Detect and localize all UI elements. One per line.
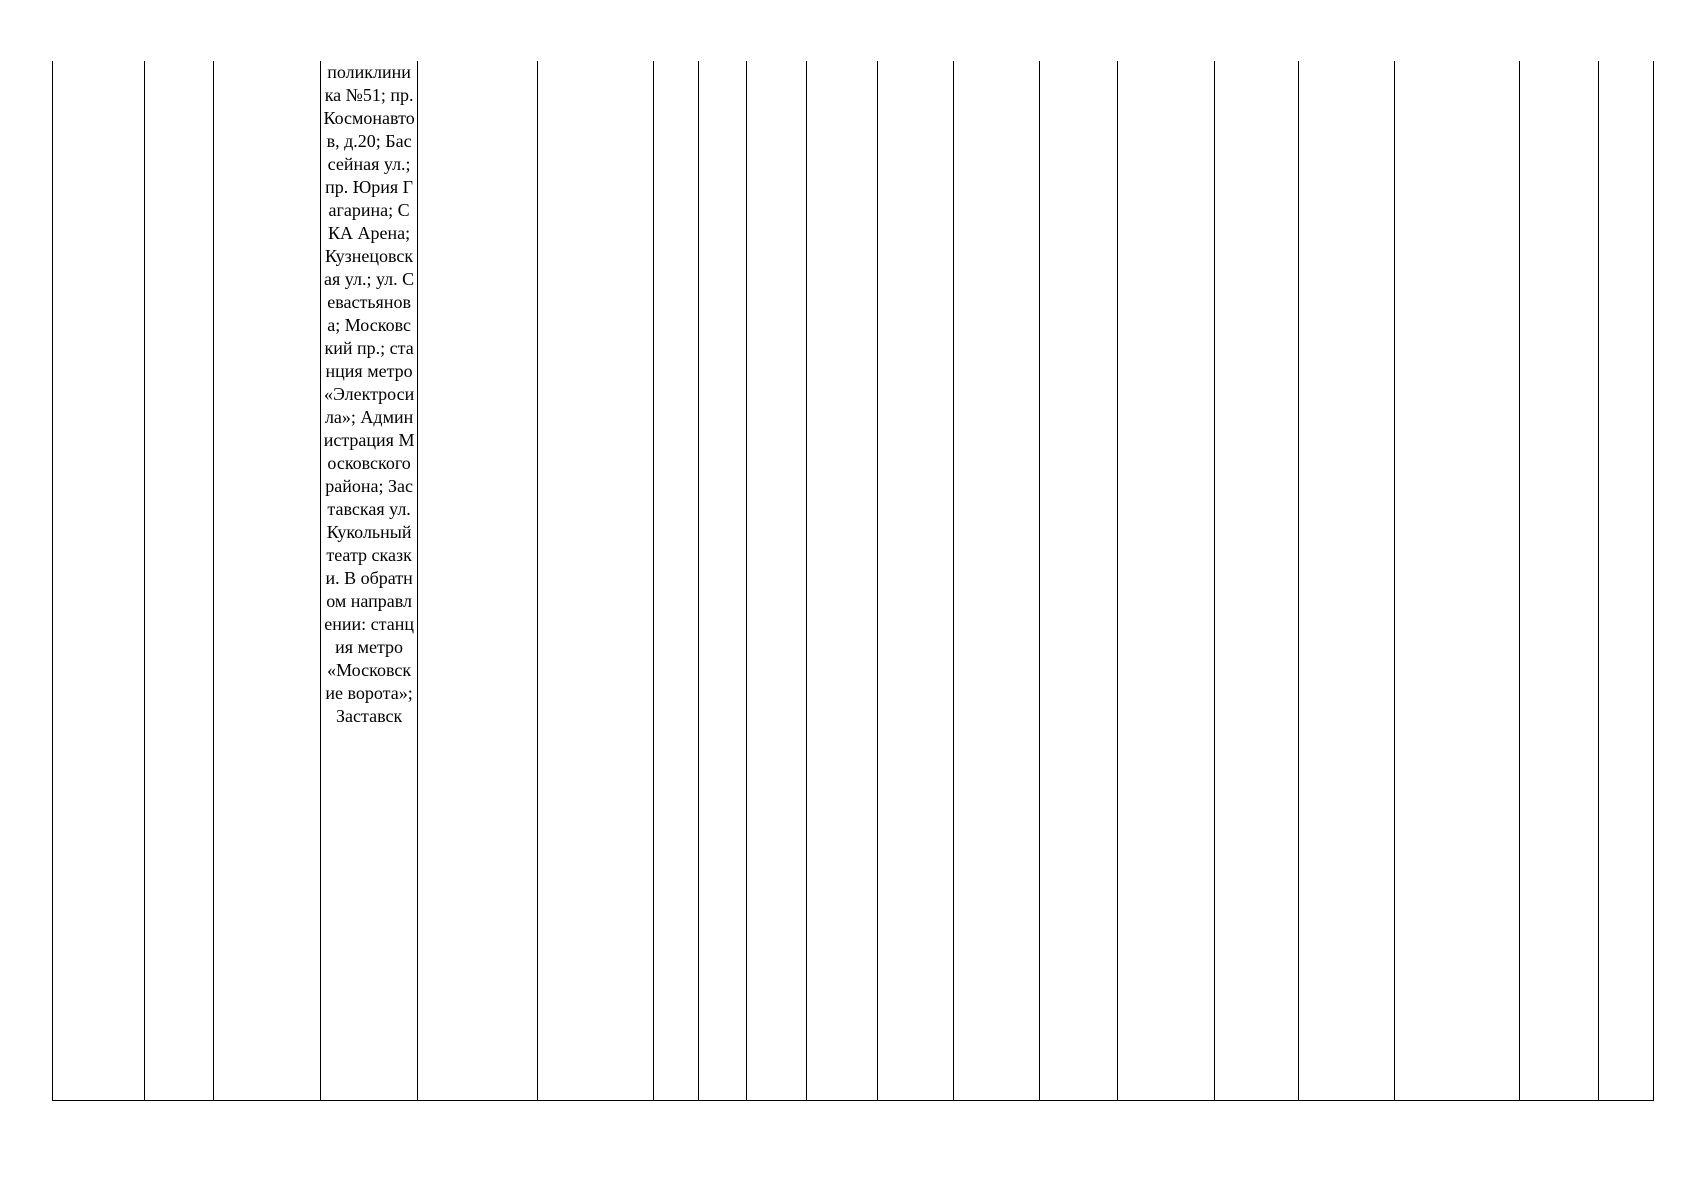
table-cell-18 [1520, 61, 1599, 1101]
table-cell-9 [747, 61, 807, 1101]
table-cell-11 [877, 61, 954, 1101]
table-cell-stops [321, 61, 418, 1101]
table-cell-5 [417, 61, 537, 1101]
table-cell-3 [213, 61, 320, 1101]
table-cell-17 [1395, 61, 1520, 1101]
table-cell-19 [1599, 61, 1654, 1101]
table-cell-8 [698, 61, 746, 1101]
table-cell-15 [1215, 61, 1299, 1101]
table-cell-16 [1299, 61, 1395, 1101]
table-cell-1 [53, 61, 145, 1101]
route-stops-text: поликлиника №51; пр. Космонавтов, д.20; Бассейная ул.; пр. Юрия Гагарина; СКА Арена; Кузнецовская ул.; ул. Севастьянова; Московский пр.; станция метро «Электросила»; Администрация Московского района; Заставская ул. Кукольный театр сказки. В обратном направлении: станция метро «Московские ворота»; Заставск [323, 62, 415, 726]
table-cell-13 [1039, 61, 1118, 1101]
table-row [53, 61, 1654, 1101]
route-table [52, 61, 1654, 1101]
table-cell-6 [537, 61, 653, 1101]
table-cell-10 [807, 61, 877, 1101]
table-cell-7 [653, 61, 698, 1101]
table-cell-14 [1118, 61, 1215, 1101]
table-cell-2 [144, 61, 213, 1101]
table-cell-12 [954, 61, 1039, 1101]
